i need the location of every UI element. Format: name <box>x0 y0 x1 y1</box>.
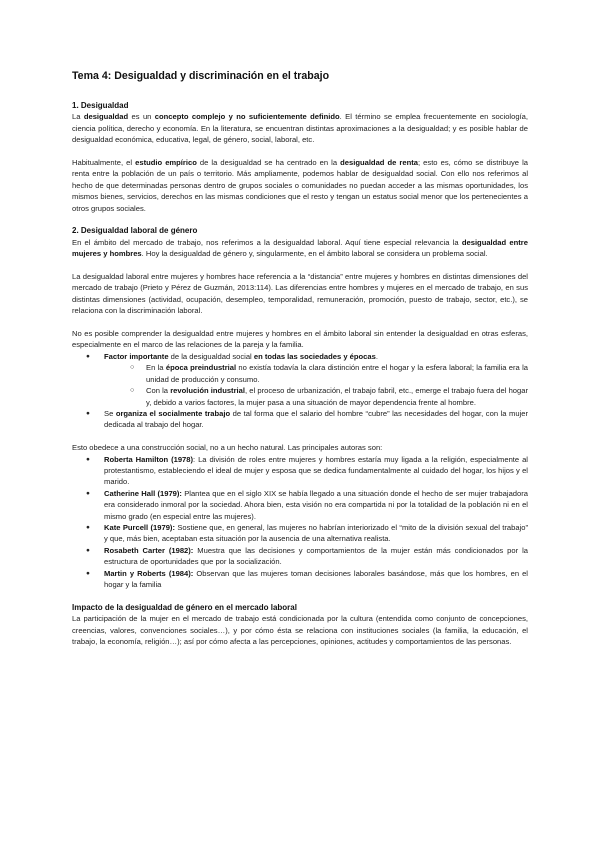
text-run: Esto obedece a una construcción social, no a un hecho natural. Las principales autoras son: <box>72 443 383 453</box>
text-run: La desigualdad laboral entre mujeres y hombres hace referencia a la “distancia” entre mujeres y hombres en distintas dimensiones del mercado de trabajo (Prieto y Pérez de Guzmán, 2013:114). Las diferencias entre hombres y mujeres en el mercado de trabajo, en sus distintas dimensiones (actividad, ocupación, desempleo, temporalidad, remuneración, promoción, puesto de trabajo, sector, etc.), se relaciona con la discriminación laboral. <box>72 272 528 316</box>
text-run: Se <box>104 408 116 418</box>
section-2-paragraph-2 <box>72 271 528 317</box>
text-run: En la <box>146 363 166 373</box>
text-run: de tal forma que el salario del hombre “cubre” las necesidades del hogar, con la mujer dedicada al trabajo del hogar. <box>104 408 528 430</box>
bold-text: Factor importante <box>104 351 169 361</box>
text-run: Plantea que en el siglo XIX se había llegado a una situación donde el hecho de ser mujer trabajadora era considerado inmoral por la sociedad. Ahora bien, esta visión no era compartida ni por la totalidad de la población ni en el mismo grado (en especial entre las mujeres). <box>104 488 528 521</box>
text-run: es un <box>128 112 155 122</box>
bold-text: Roberta Hamilton (1978) <box>104 454 194 464</box>
bold-text: organiza el socialmente trabajo <box>115 408 231 418</box>
text-run: Muestra que las decisiones y comportamientos de la mujer están más condicionados por la estructura de oportunidades que por la socialización. <box>104 545 528 567</box>
text-run: , el proceso de urbanización, el trabajo fabril, etc., emerge el trabajo fuera del hogar y, debido a varios factores, la mujer pasa a una situación de mayor dependencia frente al hombre. <box>146 386 529 407</box>
bold-text: Martin y Roberts (1984): <box>104 568 194 578</box>
bold-text: época preindustrial <box>165 363 237 373</box>
author-item <box>86 522 528 545</box>
bold-text: en todas las sociedades y épocas <box>253 351 376 361</box>
bold-text: desigualdad entre mujeres y hombres <box>72 237 528 259</box>
text-run: de la desigualdad social <box>168 351 254 361</box>
bullet-factor-importante <box>86 351 528 362</box>
text-run: No es posible comprender la desigualdad entre mujeres y hombres en el ámbito laboral sin entender la desigualdad en otras esferas, especialmente en el marco de las relaciones de la pareja y la familia. <box>72 329 528 350</box>
text-run: La participación de la mujer en el mercado de trabajo está condicionada por la cultura (entendida como conjunto de concepciones, creencias, valores, convenciones sociales…), y por cómo ésta se relaciona con instituciones sociales (la familia, la educación, el trabajo, la economía, religión…); así por cómo afecta a las percepciones, opiniones, actitudes y comportamientos de las personas. <box>72 614 528 646</box>
document-page <box>72 70 528 647</box>
bold-text: desigualdad de renta <box>340 158 418 168</box>
section-1-heading: 1. Desigualdad <box>72 101 129 110</box>
bold-text: estudio empírico <box>135 158 197 168</box>
sub-bullet-preindustrial <box>130 362 528 385</box>
author-item <box>86 454 528 488</box>
author-item <box>86 568 528 591</box>
bold-text: desigualdad <box>83 112 129 122</box>
text-run: de la desigualdad se ha centrado en la <box>196 158 341 168</box>
bold-text: concepto complejo y no suficientemente definido <box>154 112 340 122</box>
document-title: Tema 4: Desigualdad y discriminación en el trabajo <box>72 70 330 82</box>
section-1-paragraph-1 <box>72 111 528 145</box>
bold-text: revolución industrial <box>170 386 245 396</box>
text-run: Con la <box>146 386 171 396</box>
author-item <box>86 488 528 522</box>
text-run: . Hoy la desigualdad de género y, singularmente, en el ámbito laboral se considera un problema social. <box>141 249 488 259</box>
text-run: ; esto es, cómo se distribuye la renta entre la población de un país o territorio. Más ampliamente, podemos hablar de desigualdad social. Con ello nos referimos al hecho de que determinadas personas dentro de grupos sociales o comunidades no puedan acceder a las mismas oportunidades, los mismos bienes, servicios, derechos en las mismas condiciones que el resto y tengan un estatus social menor que los pertenecientes a otros grupos sociales. <box>72 158 528 213</box>
section-2-paragraph-1 <box>72 237 528 260</box>
section-2-paragraph-3 <box>72 328 528 351</box>
section-3-paragraph-1 <box>72 613 528 647</box>
bullet-organizacion-trabajo <box>86 408 528 431</box>
section-3-heading: Impacto de la desigualdad de género en el mercado laboral <box>72 602 297 612</box>
section-2-heading: 2. Desigualdad laboral de género <box>72 226 198 236</box>
text-run: Sostiene que, en general, las mujeres no habrían interiorizado el “mito de la división sexual del trabajo” y que, más bien, aceptaban esta situación por la ausencia de una alternativa realista. <box>104 522 529 544</box>
text-run: En el ámbito del mercado de trabajo, nos referimos a la desigualdad laboral. Aquí tiene especial relevancia la <box>72 237 462 247</box>
section-1-paragraph-2 <box>72 157 528 214</box>
bold-text: Kate Purcell (1979): <box>104 522 175 532</box>
text-run: La <box>72 112 84 122</box>
bold-text: Rosabeth Carter (1982): <box>104 545 194 555</box>
section-2-paragraph-4 <box>72 442 528 453</box>
factor-list <box>72 351 528 431</box>
authors-list <box>72 454 528 591</box>
author-item <box>86 545 528 568</box>
text-run: . El término se emplea frecuentemente en sociología, ciencia política, derecho y economía. En la literatura, se encuentran distintas aproximaciones a la desigualdad; y es posible hablar de desigualdad económica, educativa, legal, de género, social, laboral, etc. <box>72 112 529 145</box>
text-run: Observan que las mujeres toman decisiones laborales basándose, más que los hombres, en el hogar y la familia <box>104 568 528 589</box>
sub-bullet-revolucion-industrial <box>130 385 528 408</box>
text-run: . <box>375 351 378 361</box>
text-run: Habitualmente, el <box>72 158 136 168</box>
text-run: no existía todavía la clara distinción entre el hogar y la esfera laboral; la familia era la unidad de producción y consumo. <box>146 363 528 384</box>
bold-text: Catherine Hall (1979): <box>104 488 182 498</box>
text-run: : La división de roles entre mujeres y hombres estaría muy ligada a la religión, especialmente al protestantismo, estableciendo el ideal de mujer y esposa que se dedica fundamentalmente al cuidado del hogar, los hijos y el marido. <box>104 454 528 487</box>
